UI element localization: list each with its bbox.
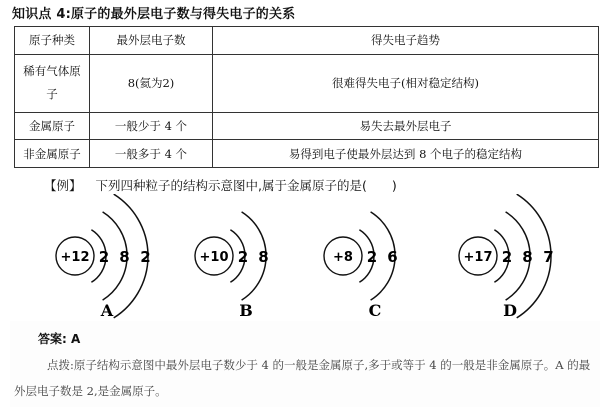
header-electron-trend: 得失电子趋势 xyxy=(213,27,599,55)
example-text: 下列四种粒子的结构示意图中,属于金属原子的是( ) xyxy=(95,178,397,193)
cell-outer-electrons: 一般少于 4 个 xyxy=(90,112,213,140)
explanation-text: 点拨:原子结构示意图中最外层电子数少于 4 的一般是金属原子,多于或等于 4 的一般是非金属原子。A 的最外层电子数是 2,是金属原子。 xyxy=(14,358,591,398)
shell-electron-count: 2 xyxy=(366,248,378,266)
cell-electron-trend: 易得到电子使最外层达到 8 个电子的稳定结构 xyxy=(213,140,599,168)
option-label: A xyxy=(100,301,114,320)
table-row xyxy=(15,112,599,140)
atom-b xyxy=(195,212,269,320)
shell-electron-count: 2 xyxy=(237,248,249,266)
atom-electron-table xyxy=(14,26,599,168)
cell-outer-electrons: 一般多于 4 个 xyxy=(90,140,213,168)
example-tag: 【例】 xyxy=(44,178,82,193)
cell-electron-trend: 很难得失电子(相对稳定结构) xyxy=(213,54,599,112)
shell-electron-count: 6 xyxy=(387,248,398,266)
shell-electron-count: 2 xyxy=(501,248,513,266)
shell-electron-count: 8 xyxy=(258,248,269,266)
atom-d xyxy=(459,194,554,320)
shell-electron-count: 2 xyxy=(98,248,110,266)
atom-c xyxy=(324,212,398,320)
shell-electron-count: 2 xyxy=(140,248,151,266)
cell-atom-type: 金属原子 xyxy=(15,112,90,140)
table-row xyxy=(15,54,599,112)
atom-a xyxy=(56,194,151,320)
table-row xyxy=(15,140,599,168)
header-outer-electrons: 最外层电子数 xyxy=(90,27,213,55)
nucleus-charge: +12 xyxy=(60,250,90,265)
nucleus-charge: +10 xyxy=(199,250,229,265)
table-header-row xyxy=(15,27,599,55)
cell-atom-type: 非金属原子 xyxy=(15,140,90,168)
cell-atom-type: 稀有气体原子 xyxy=(15,54,90,112)
example-question xyxy=(44,176,397,194)
atom-structure-diagrams xyxy=(0,194,609,322)
shell-electron-count: 8 xyxy=(522,248,533,266)
section-title: 知识点 4:原子的最外层电子数与得失电子的关系 xyxy=(12,7,296,22)
cell-electron-trend: 易失去最外层电子 xyxy=(213,112,599,140)
answer-text: 答案: A xyxy=(38,332,81,346)
cell-outer-electrons: 8(氦为2) xyxy=(90,54,213,112)
option-label: C xyxy=(368,301,382,320)
shell-electron-count: 8 xyxy=(119,248,130,266)
option-label: B xyxy=(239,301,253,320)
option-label: D xyxy=(503,301,517,320)
shell-electron-count: 7 xyxy=(543,248,554,266)
nucleus-charge: +8 xyxy=(333,250,353,265)
header-atom-type: 原子种类 xyxy=(15,27,90,55)
nucleus-charge: +17 xyxy=(463,250,493,265)
